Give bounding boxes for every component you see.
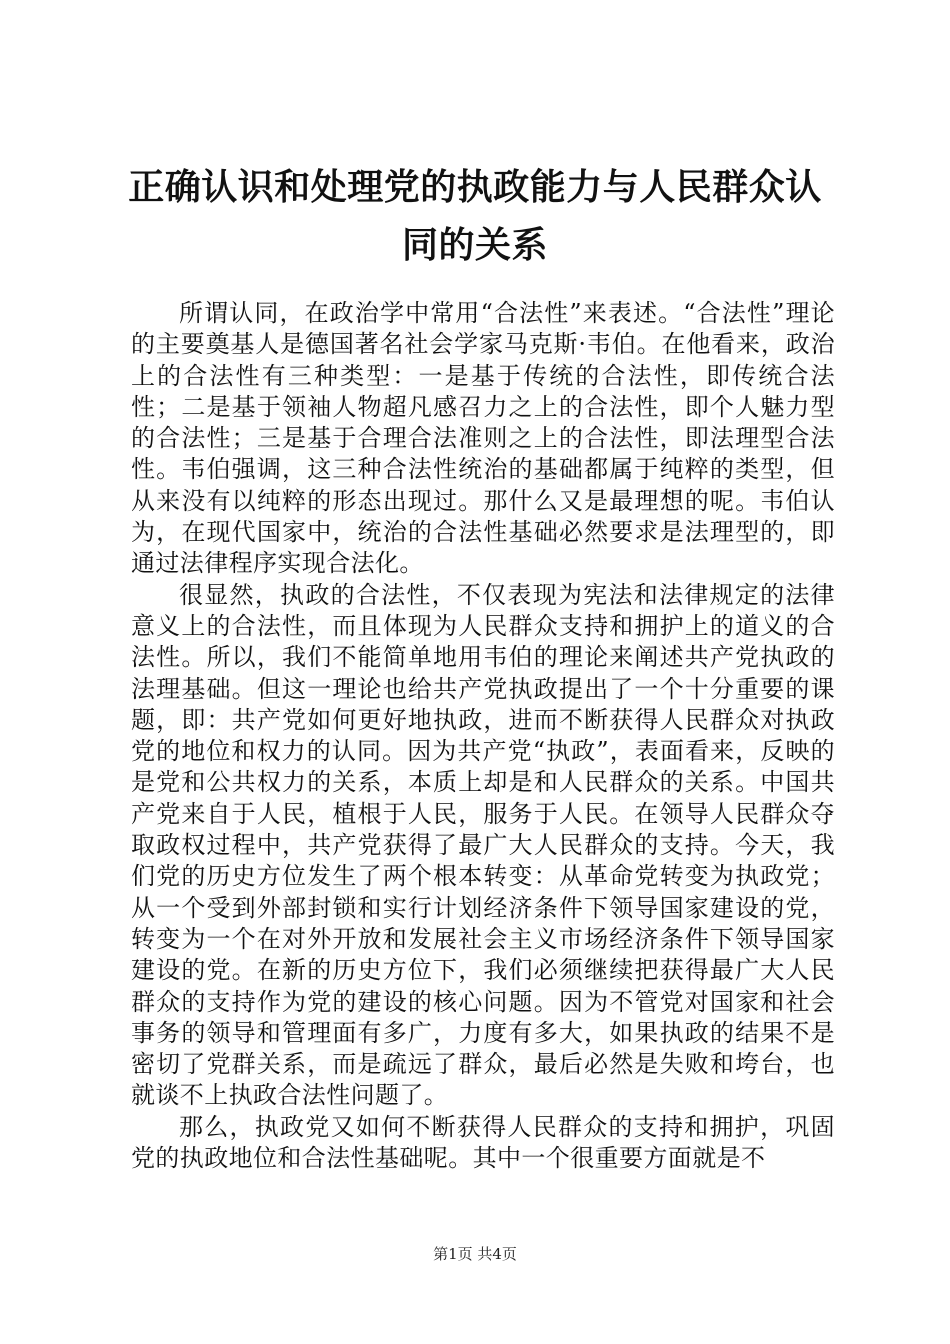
page-number-footer: 第1页 共4页	[433, 1245, 517, 1263]
paragraph: 很显然，执政的合法性，不仅表现为宪法和法律规定的法律意义上的合法性，而且体现为人民群众支持和拥护上的道义的合法性。所以，我们不能简单地用韦伯的理论来阐述共产党执政的法理基础。但这一理论也给共产党执政提出了一个十分重要的课题，即：共产党如何更好地执政，进而不断获得人民群众对执政党的地位和权力的认同。因为共产党“执政”，表面看来，反映的是党和公共权力的关系，本质上却是和人民群众的关系。中国共产党来自于人民，植根于人民，服务于人民。在领导人民群众夺取政权过程中，共产党获得了最广大人民群众的支持。今天，我们党的历史方位发生了两个根本转变：从革命党转变为执政党；从一个受到外部封锁和实行计划经济条件下领导国家建设的党，转变为一个在对外开放和发展社会主义市场经济条件下领导国家建设的党。在新的历史方位下，我们必须继续把获得最广大人民群众的支持作为党的建设的核心问题。因为不管党对国家和社会事务的领导和管理面有多广，力度有多大，如果执政的结果不是密切了党群关系，而是疏远了群众，最后必然是失败和垮台，也就谈不上执政合法性问题了。	[131, 580, 835, 1110]
paragraph: 那么，执政党又如何不断获得人民群众的支持和拥护，巩固党的执政地位和合法性基础呢。其中一个很重要方面就是不	[131, 1112, 835, 1173]
document-title: 正确认识和处理党的执政能力与人民群众认同的关系	[128, 166, 822, 266]
document-body	[131, 298, 835, 1174]
paragraph: 所谓认同，在政治学中常用“合法性”来表述。“合法性”理论的主要奠基人是德国著名社会学家马克斯·韦伯。在他看来，政治上的合法性有三种类型：一是基于传统的合法性，即传统合法性；二是基于领袖人物超凡感召力之上的合法性，即个人魅力型的合法性；三是基于合理合法准则之上的合法性，即法理型合法性。韦伯强调，这三种合法性统治的基础都属于纯粹的类型，但从来没有以纯粹的形态出现过。那什么又是最理想的呢。韦伯认为，在现代国家中，统治的合法性基础必然要求是法理型的，即通过法律程序实现合法化。	[131, 299, 835, 578]
